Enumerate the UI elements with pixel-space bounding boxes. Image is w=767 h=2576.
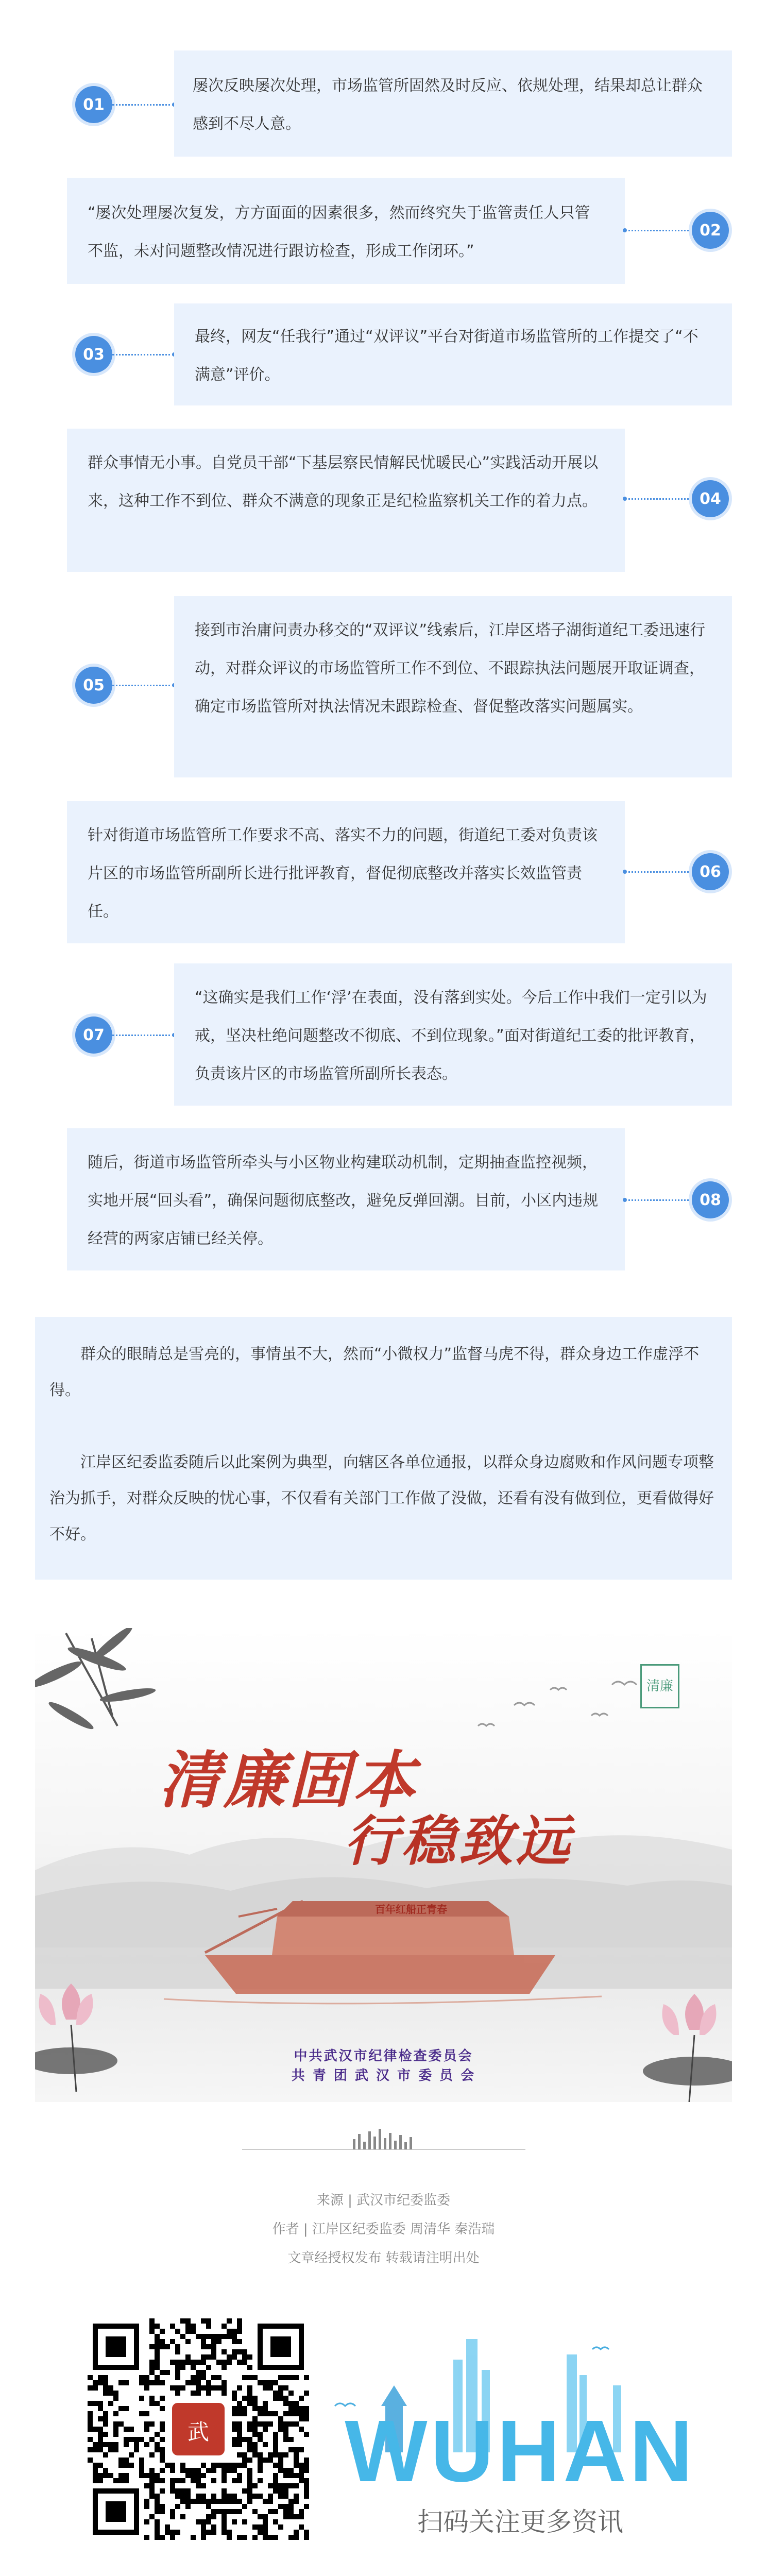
step-text-card bbox=[67, 429, 625, 572]
step-text-card bbox=[67, 178, 625, 284]
poster-slogan-1: 清廉固本 bbox=[159, 1744, 418, 1817]
credit-notice: 文章经授权发布 转载请注明出处 bbox=[287, 2250, 480, 2266]
step-text: 最终，网友“任我行”通过“双评议”平台对街道市场监管所的工作提交了“不满意”评价。 bbox=[195, 328, 698, 384]
poster-tagline: 百年红船正青春 bbox=[375, 1903, 447, 1916]
summary-paragraph: 群众的眼睛总是雪亮的，事情虽不大，然而“小微权力”监督马虎不得，群众身边工作虚浮不得。 bbox=[49, 1345, 700, 1399]
scan-prompt: 扫码关注更多资讯 bbox=[417, 2507, 623, 2537]
credit-source: 来源 | 武汉市纪委监委 bbox=[316, 2193, 451, 2208]
audio-wave-divider bbox=[242, 2124, 525, 2155]
step-text-card bbox=[174, 50, 732, 157]
step-text-card bbox=[67, 1128, 625, 1270]
step-number-badge: 06 bbox=[692, 853, 729, 890]
step-number-badge: 04 bbox=[692, 480, 729, 517]
step-text-card bbox=[174, 596, 732, 777]
credit-authors: 作者 | 江岸区纪委监委 周清华 秦浩瑞 bbox=[272, 2222, 495, 2237]
step-text-card bbox=[67, 801, 625, 943]
step-text: 接到市治庸问责办移交的“双评议”线索后，江岸区塔子湖街道纪工委迅速行动，对群众评议的市场监管所工作不到位、不跟踪执法问题展开取证调查，确定市场监管所对执法情况未跟踪检查、督促整改落实问题属实。 bbox=[195, 621, 706, 716]
connector-line bbox=[112, 685, 174, 686]
birds-decoration bbox=[478, 1682, 637, 1726]
step-text: “屡次处理屡次复发，方方面面的因素很多，然而终究失于监管责任人只管不监，未对问题整改情况进行跟访检查，形成工作闭环。” bbox=[88, 204, 590, 260]
step-text: 群众事情无小事。自党员干部“下基层察民情解民忧暖民心”实践活动开展以来，这种工作不到位、群众不满意的现象正是纪检监察机关工作的着力点。 bbox=[88, 454, 599, 510]
connector-line bbox=[625, 498, 692, 500]
connector-line bbox=[112, 1035, 174, 1036]
wuhan-wordmark: WUHAN bbox=[345, 2402, 696, 2500]
poster-image bbox=[35, 1628, 732, 2102]
step-text: 针对街道市场监管所工作要求不高、落实不力的问题，街道纪工委对负责该片区的市场监管所副所长进行批评教育，督促彻底整改并落实长效监管责任。 bbox=[88, 826, 598, 921]
qr-code[interactable] bbox=[88, 2318, 309, 2540]
poster-org-1: 中共武汉市纪律检查委员会 bbox=[294, 2048, 473, 2064]
step-number-badge: 08 bbox=[692, 1181, 729, 1218]
step-text: 随后，街道市场监管所牵头与小区物业构建联动机制，定期抽查监控视频，实地开展“回头看”，确保问题彻底整改，避免反弹回潮。目前，小区内违规经营的两家店铺已经关停。 bbox=[88, 1154, 599, 1248]
step-number-badge: 07 bbox=[75, 1016, 112, 1054]
step-text: 屡次反映屡次处理，市场监管所固然及时反应、依规处理，结果却总让群众感到不尽人意。 bbox=[193, 77, 703, 133]
summary-box bbox=[35, 1317, 732, 1580]
step-number-badge: 05 bbox=[75, 667, 112, 704]
connector-line bbox=[625, 1199, 692, 1201]
step-number-badge: 01 bbox=[75, 86, 112, 123]
step-text-card bbox=[174, 303, 732, 405]
step-text: “这确实是我们工作‘浮’在表面，没有落到实处。今后工作中我们一定引以为戒，坚决杜绝问题整改不彻底、不到位现象。”面对街道纪工委的批评教育，负责该片区的市场监管所副所长表态。 bbox=[195, 989, 707, 1083]
poster-slogan-2: 行稳致远 bbox=[344, 1809, 573, 1873]
step-number-badge: 03 bbox=[75, 336, 112, 373]
step-text-card bbox=[174, 963, 732, 1106]
qr-code-pattern bbox=[88, 2318, 309, 2540]
connector-line bbox=[112, 354, 174, 355]
summary-paragraph: 江岸区纪委监委随后以此案例为典型，向辖区各单位通报，以群众身边腐败和作风问题专项整治为抓手，对群众反映的忧心事，不仅看有关部门工作做了没做，还看有没有做到位，更看做得好不好。 bbox=[49, 1453, 714, 1544]
connector-line bbox=[112, 104, 174, 106]
seal-stamp: 清廉 bbox=[640, 1664, 679, 1708]
connector-line bbox=[625, 871, 692, 873]
connector-line bbox=[625, 230, 692, 231]
svg-text:武: 武 bbox=[187, 2419, 210, 2445]
step-number-badge: 02 bbox=[692, 212, 729, 249]
poster-org-2: 共 青 团 武 汉 市 委 员 会 bbox=[291, 2068, 476, 2083]
wuhan-graphic bbox=[325, 2329, 716, 2545]
